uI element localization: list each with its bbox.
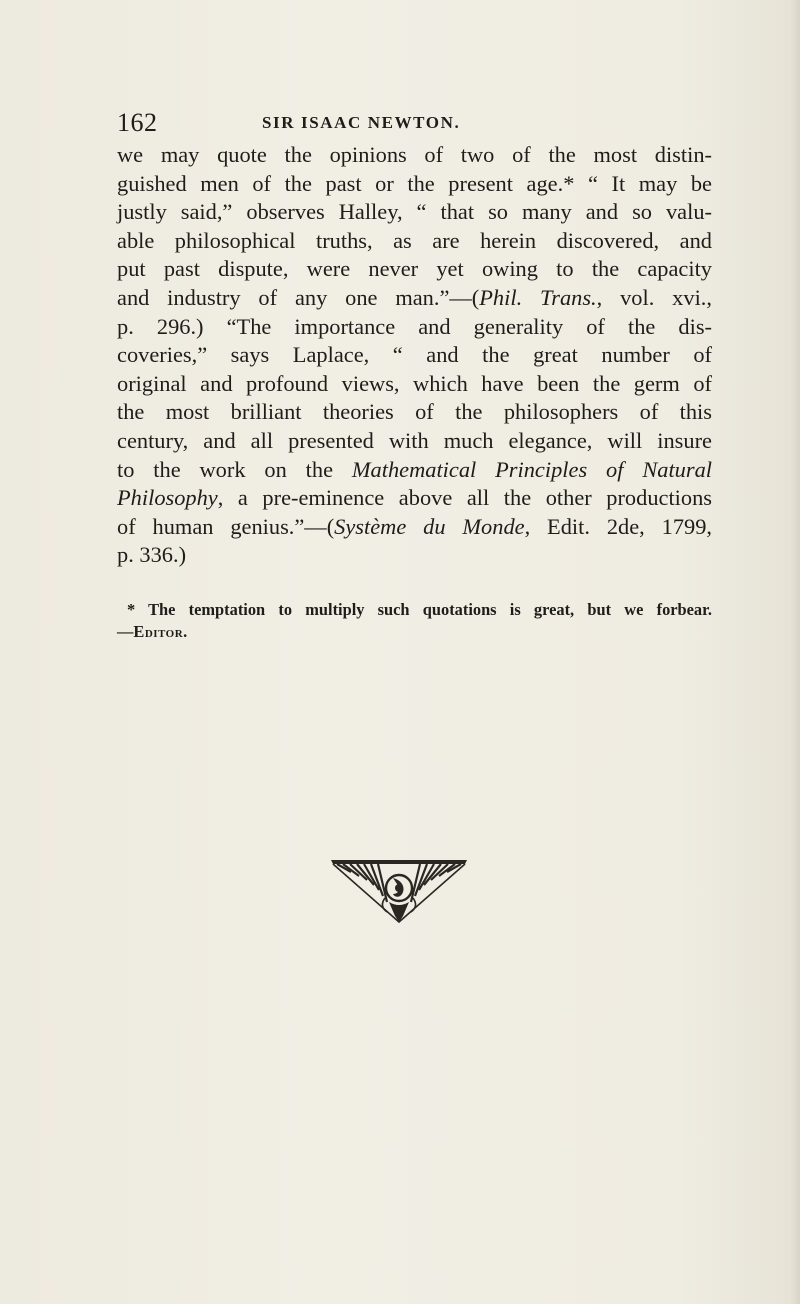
footnote-line [117,621,712,643]
text-run: , Edit. 2de, 1799, [524,513,712,539]
text-run: of human genius.”—( [117,513,335,539]
text-run: and industry of any one man.”—( [117,284,480,310]
text-run: , a pre-eminence above all the other productions [217,485,712,511]
text-line: put past dispute, were never yet owing to the capacity [117,256,712,282]
footnote [117,599,712,643]
text-line: p. 336.) [117,542,187,568]
text-run: to the work on the [117,456,352,482]
book-title: Philosophy [117,485,218,511]
book-title: Mathematical Principles of Natural [351,456,712,482]
page-header [117,108,707,140]
text-line [117,513,712,542]
page-number: 162 [117,108,158,137]
page-edge-shadow [790,0,800,1304]
text-line: guished men of the past or the present age.* “ It may be [117,170,712,196]
footnote-line: * The temptation to multiply such quotations is great, but we forbear. [127,600,712,619]
text-line [117,484,712,513]
citation-title: Phil. Trans. [479,284,597,310]
text-line: p. 296.) “The importance and generality of the dis- [117,313,712,339]
footnote-dash: — [117,622,134,641]
body-paragraph [117,141,712,570]
text-line: we may quote the opinions of two of the most distin- [117,142,712,167]
text-line [117,284,712,313]
text-line: justly said,” observes Halley, “ that so many and so valu- [117,199,712,225]
footnote-signature: Editor. [133,622,188,641]
text-line: the most brilliant theories of the philosophers of this [117,399,712,425]
text-line: able philosophical truths, as are herein discovered, and [117,227,712,253]
text-line: century, and all presented with much elegance, will insure [117,427,712,453]
text-line: coveries,” says Laplace, “ and the great number of [117,342,712,368]
text-line [117,456,712,485]
text-line: original and profound views, which have been the germ of [117,370,712,396]
printers-fleuron-icon [329,858,469,924]
text-run: , vol. xvi., [596,284,712,310]
book-title: Système du Monde [334,513,525,539]
running-head: SIR ISAAC NEWTON. [262,113,461,132]
